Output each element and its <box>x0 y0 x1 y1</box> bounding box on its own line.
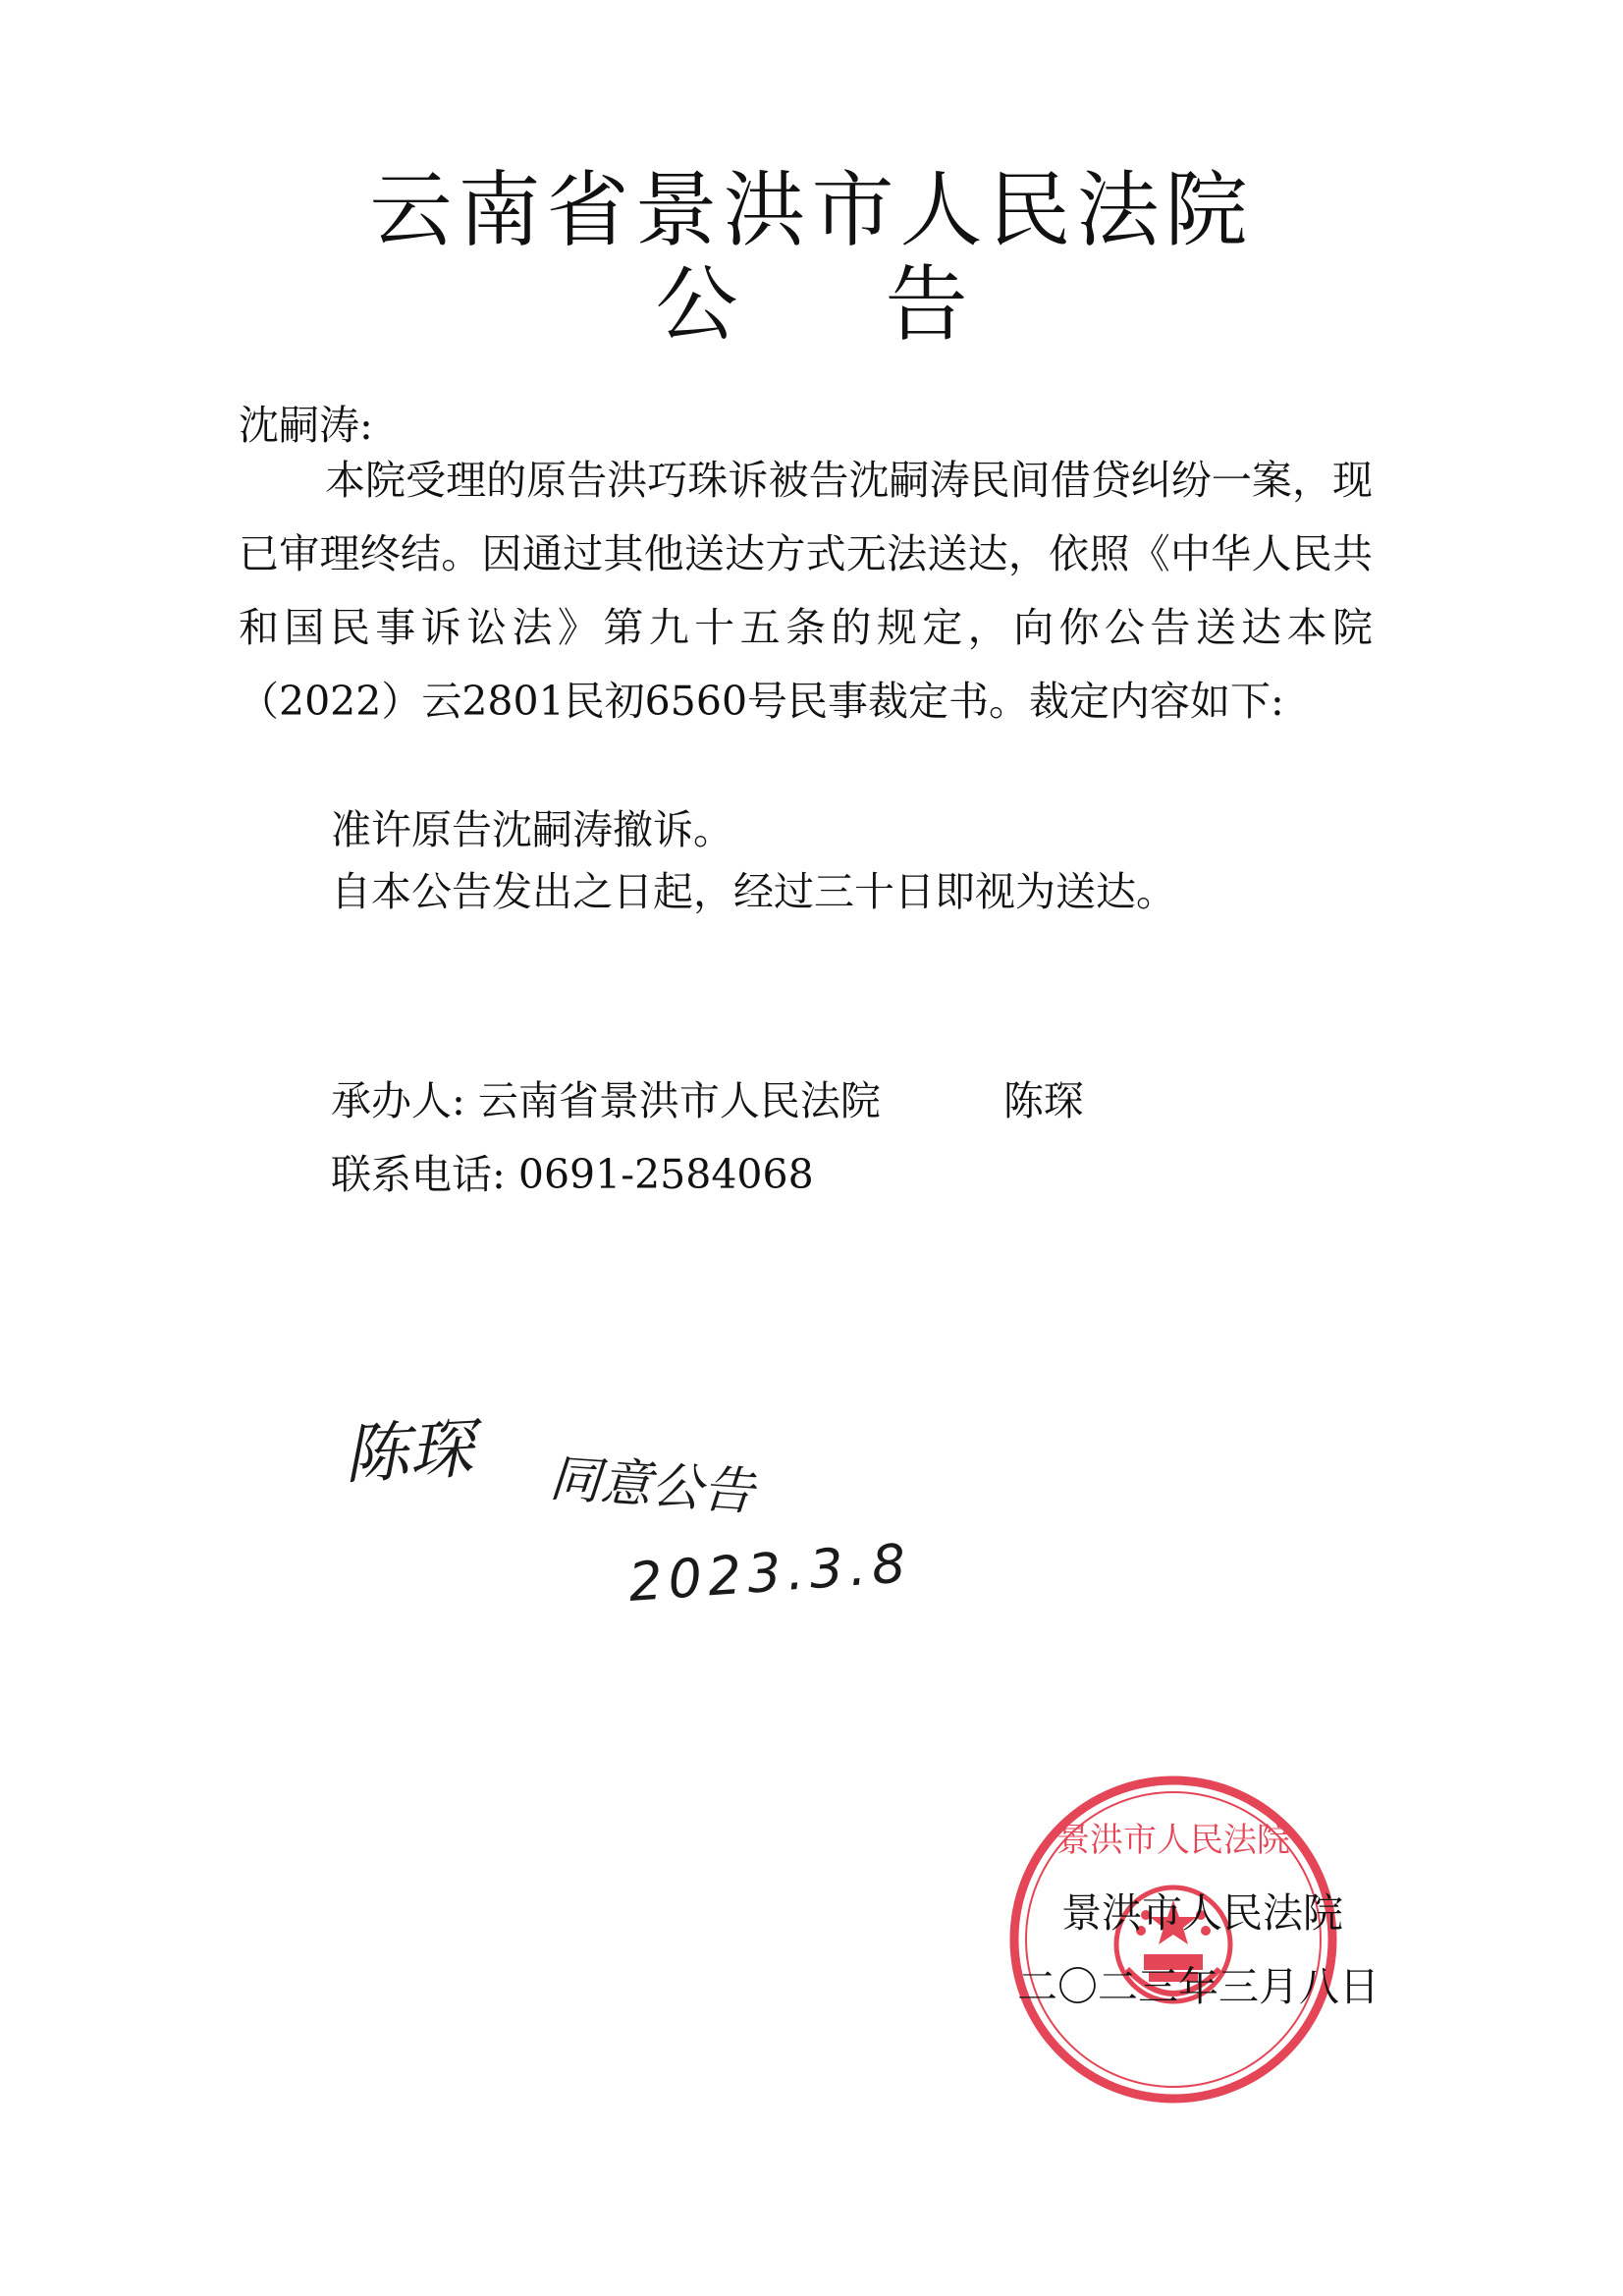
ruling-text: 准许原告沈嗣涛撤诉。 <box>331 806 733 853</box>
addressee: 沈嗣涛: <box>239 402 373 449</box>
handler-label: 承办人: <box>331 1077 465 1124</box>
service-clause: 自本公告发出之日起，经过三十日即视为送达。 <box>331 868 1176 915</box>
seal-text: 景洪市人民法院 <box>1056 1821 1290 1860</box>
handler-court: 云南省景洪市人民法院 <box>477 1077 881 1124</box>
notice-title <box>0 256 1623 353</box>
phone-label: 联系电话: <box>331 1151 506 1198</box>
handler-name: 陈琛 <box>1002 1077 1084 1124</box>
handwritten-signature: 陈琛 <box>342 1410 476 1494</box>
contact-handler <box>331 1068 1084 1126</box>
footer-court-name: 景洪市人民法院 <box>1061 1889 1343 1937</box>
notice-paragraph: 本院受理的原告洪巧珠诉被告沈嗣涛民间借贷纠纷一案，现已审理终结。因通过其他送达方式无法送达，依照《中华人民共和国民事诉讼法》第九十五条的规定，向你公告送达本院（2022）云2801民初6560号民事裁定书。裁定内容如下: <box>239 457 1373 725</box>
court-title: 云南省景洪市人民法院 <box>369 162 1254 258</box>
phone-number: 0691-2584068 <box>517 1151 814 1198</box>
handwritten-approval: 同意公告 <box>547 1449 756 1523</box>
handwritten-date: 2023.3.8 <box>626 1532 914 1613</box>
notice-title-char-2: 告 <box>885 256 968 353</box>
court-seal-stamp <box>1001 1768 1345 2111</box>
footer-date: 二〇二三年三月八日 <box>1017 1963 1380 2010</box>
notice-title-char-1: 公 <box>655 256 738 353</box>
contact-phone <box>331 1142 814 1200</box>
